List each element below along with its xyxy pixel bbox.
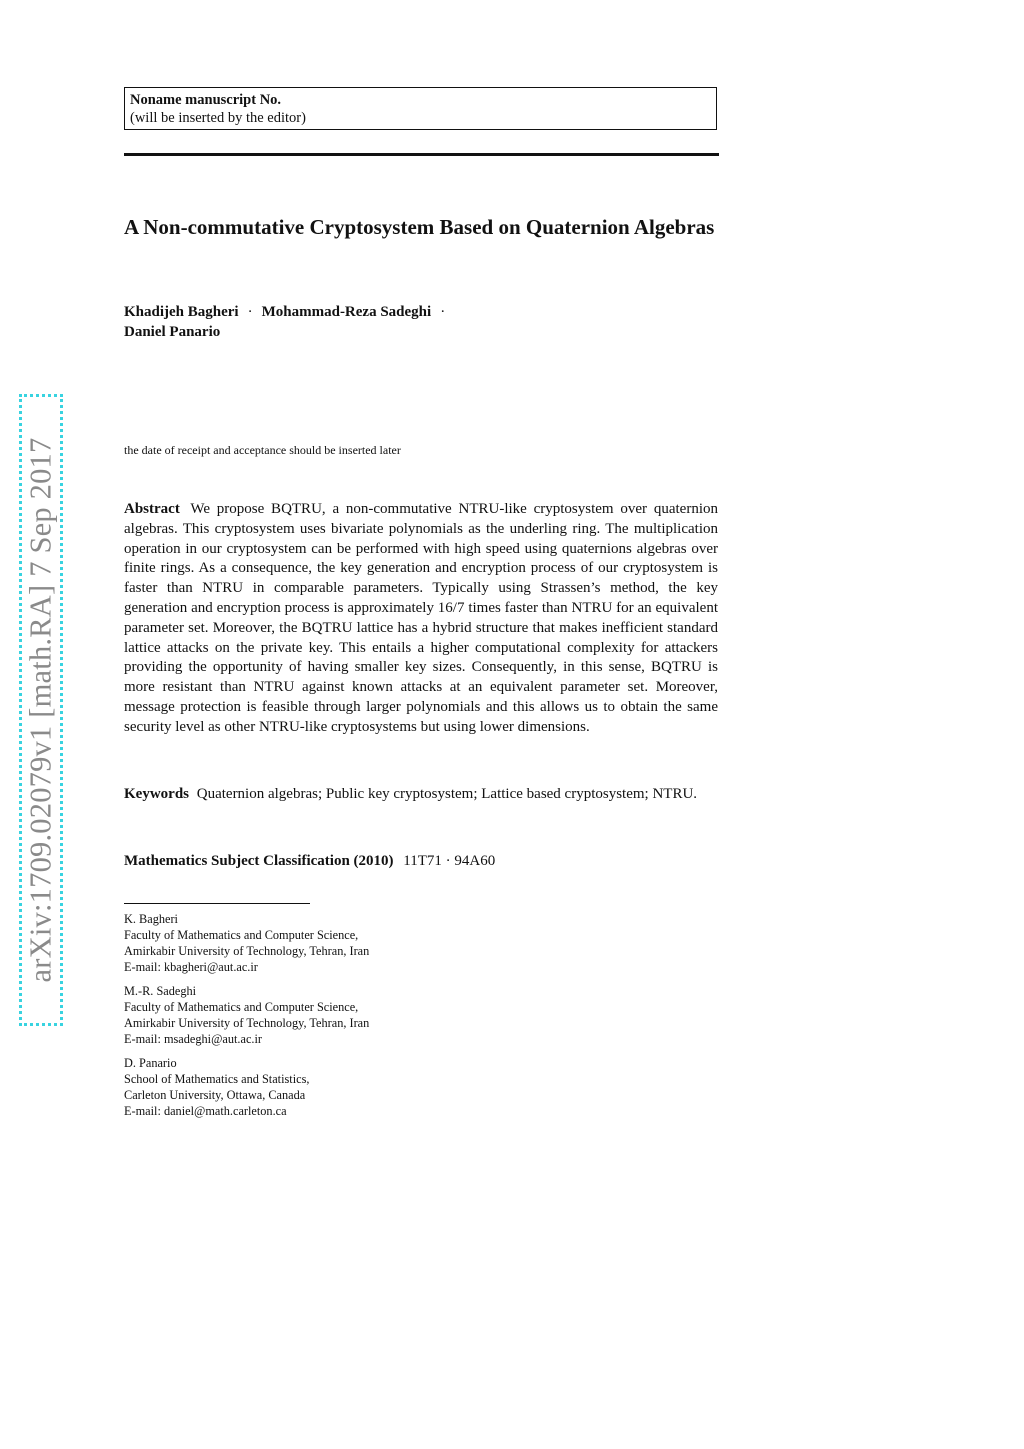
author-name: Khadijeh Bagheri xyxy=(124,304,239,320)
keywords-label: Keywords xyxy=(124,786,189,802)
affiliation-email: E-mail: daniel@math.carleton.ca xyxy=(124,1104,287,1118)
affiliation-inst: Carleton University, Ottawa, Canada xyxy=(124,1088,306,1102)
paper-title: A Non-commutative Cryptosystem Based on Quaternion Algebras xyxy=(124,215,715,239)
abstract xyxy=(124,500,718,738)
author-separator: · xyxy=(440,304,446,320)
affiliation-email: E-mail: msadeghi@aut.ac.ir xyxy=(124,1032,263,1046)
affiliation-sadeghi xyxy=(124,983,369,1047)
keywords-text: Quaternion algebras; Public key cryptosystem; Lattice based cryptosystem; NTRU. xyxy=(196,786,698,802)
affiliation-bagheri xyxy=(124,911,369,975)
manuscript-number-label: Noname manuscript No. xyxy=(130,92,282,108)
keywords xyxy=(124,785,718,805)
abstract-text: We propose BQTRU, a non-commutative NTRU-like cryptosystem over quaternion algebras. This cryptosystem uses bivariate polynomials as the underling ring. The multiplication operation in our cryptosystem can be performed with high speed using quaternions algebras over finite rings. As a consequence, the key generation and encryption process of our cryptosystem is faster than NTRU in comparable parameters. Typically using Strassen’s method, the key generation and encryption process is approximately 16/7 times faster than NTRU for an equivalent parameter set. Moreover, the BQTRU lattice has a hybrid structure that makes inefficient standard lattice attacks on the private key. This entails a higher computational complexity for attackers providing the opportunity of having smaller key sizes. Consequently, in this sense, BQTRU is more resistant than NTRU against known attacks at an equivalent parameter set. Moreover, message protection is feasible through larger polynomials and this allows us to obtain the same security level as other NTRU-like cryptosystems but using lower dimensions. xyxy=(124,501,718,735)
msc-label: Mathematics Subject Classification (2010) xyxy=(124,853,394,869)
author-separator: · xyxy=(247,304,253,320)
author-name: Mohammad-Reza Sadeghi xyxy=(261,304,432,320)
title-rule xyxy=(124,153,719,156)
subject-classification xyxy=(124,852,495,872)
affiliation-panario xyxy=(124,1055,309,1119)
affiliation-name: K. Bagheri xyxy=(124,912,178,926)
abstract-label: Abstract xyxy=(124,501,180,517)
affiliation-dept: Faculty of Mathematics and Computer Science, xyxy=(124,928,359,942)
author-list xyxy=(124,302,454,342)
footnote-rule xyxy=(124,903,310,904)
author-name: Daniel Panario xyxy=(124,324,221,340)
msc-codes: 11T71 · 94A60 xyxy=(403,853,496,869)
date-note: the date of receipt and acceptance should be inserted later xyxy=(124,443,401,457)
affiliation-email: E-mail: kbagheri@aut.ac.ir xyxy=(124,960,258,974)
affiliation-inst: Amirkabir University of Technology, Tehran, Iran xyxy=(124,944,370,958)
editor-note: (will be inserted by the editor) xyxy=(130,110,306,126)
arxiv-identifier: arXiv:1709.02079v1 [math.RA] 7 Sep 2017 xyxy=(23,437,58,983)
affiliation-name: M.-R. Sadeghi xyxy=(124,984,197,998)
manuscript-header-box xyxy=(124,87,717,130)
affiliation-name: D. Panario xyxy=(124,1056,177,1070)
arxiv-sidebar xyxy=(19,394,63,1026)
affiliation-dept: Faculty of Mathematics and Computer Science, xyxy=(124,1000,359,1014)
affiliation-dept: School of Mathematics and Statistics, xyxy=(124,1072,310,1086)
affiliation-inst: Amirkabir University of Technology, Tehran, Iran xyxy=(124,1016,370,1030)
